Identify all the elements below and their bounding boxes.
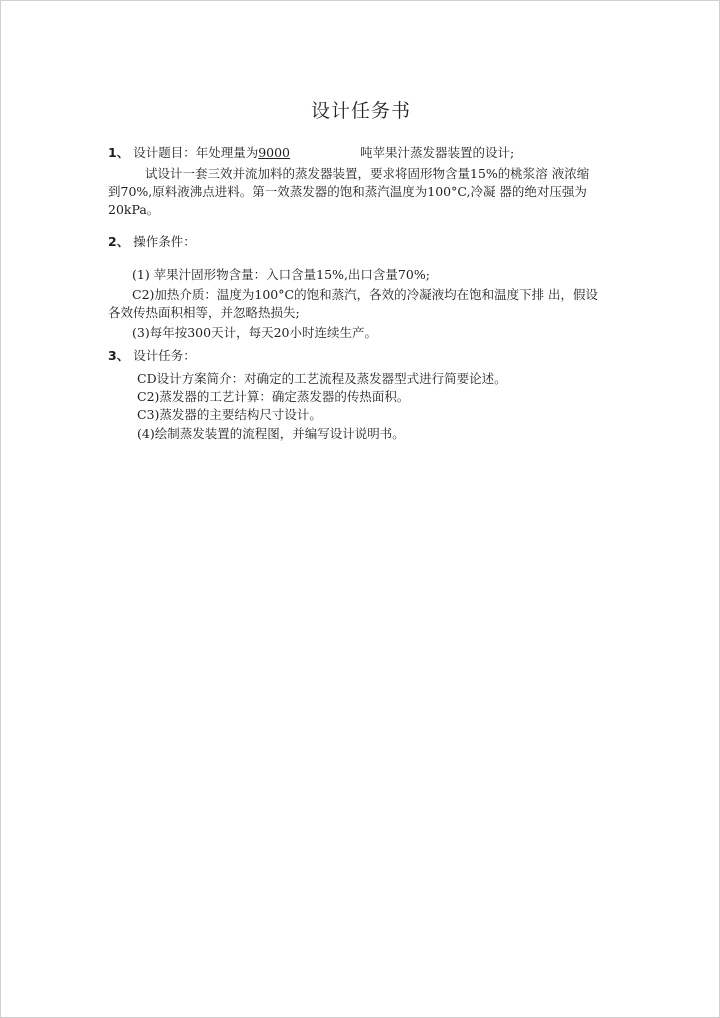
document-title: 设计任务书 (310, 100, 411, 122)
section-2-line-1: (1) 苹果汁固形物含量：入口含量15%,出口含量70%; (132, 267, 430, 282)
section-1-heading-text: 设计题目：年处理量为 (133, 145, 259, 160)
section-2-number: 2、 (108, 234, 130, 249)
section-2-line-4: (3)每年按300天计，每天20小时连续生产。 (132, 325, 377, 340)
section-1-heading (108, 145, 514, 161)
section-1-line-2: 到70%,原料液沸点进料。第一效蒸发器的饱和蒸汽温度为100°C,冷凝 器的绝对压强为 (108, 184, 587, 199)
section-3-line-2: C2)蒸发器的工艺计算：确定蒸发器的传热面积。 (137, 389, 410, 404)
section-2-heading (108, 234, 196, 250)
section-3-number: 3、 (108, 348, 130, 363)
section-1-line-3: 20kPa。 (108, 202, 160, 217)
section-1-number: 1、 (108, 145, 130, 160)
annual-capacity-value: 9000 (258, 145, 291, 160)
section-3-line-4: (4)绘制蒸发装置的流程图，并编写设计说明书。 (137, 426, 405, 441)
section-2-line-2: C2)加热介质：温度为100°C的饱和蒸汽，各效的冷凝液均在饱和温度下排 出，假设 (132, 287, 599, 302)
section-3-heading (108, 348, 196, 364)
section-1-heading-tail: 吨苹果汁蒸发器装置的设计; (360, 145, 515, 160)
section-2-heading-text: 操作条件： (133, 234, 196, 249)
section-3-line-3: C3)蒸发器的主要结构尺寸设计。 (137, 407, 322, 422)
section-3-line-1: CD设计方案简介：对确定的工艺流程及蒸发器型式进行简要论述。 (137, 371, 507, 386)
section-2-line-3: 各效传热面积相等，并忽略热损失; (108, 305, 300, 320)
section-3-heading-text: 设计任务： (133, 348, 196, 363)
section-1-line-1: 试设计一套三效并流加料的蒸发器装置，要求将固形物含量15%的桃浆溶 液浓缩 (145, 166, 590, 181)
